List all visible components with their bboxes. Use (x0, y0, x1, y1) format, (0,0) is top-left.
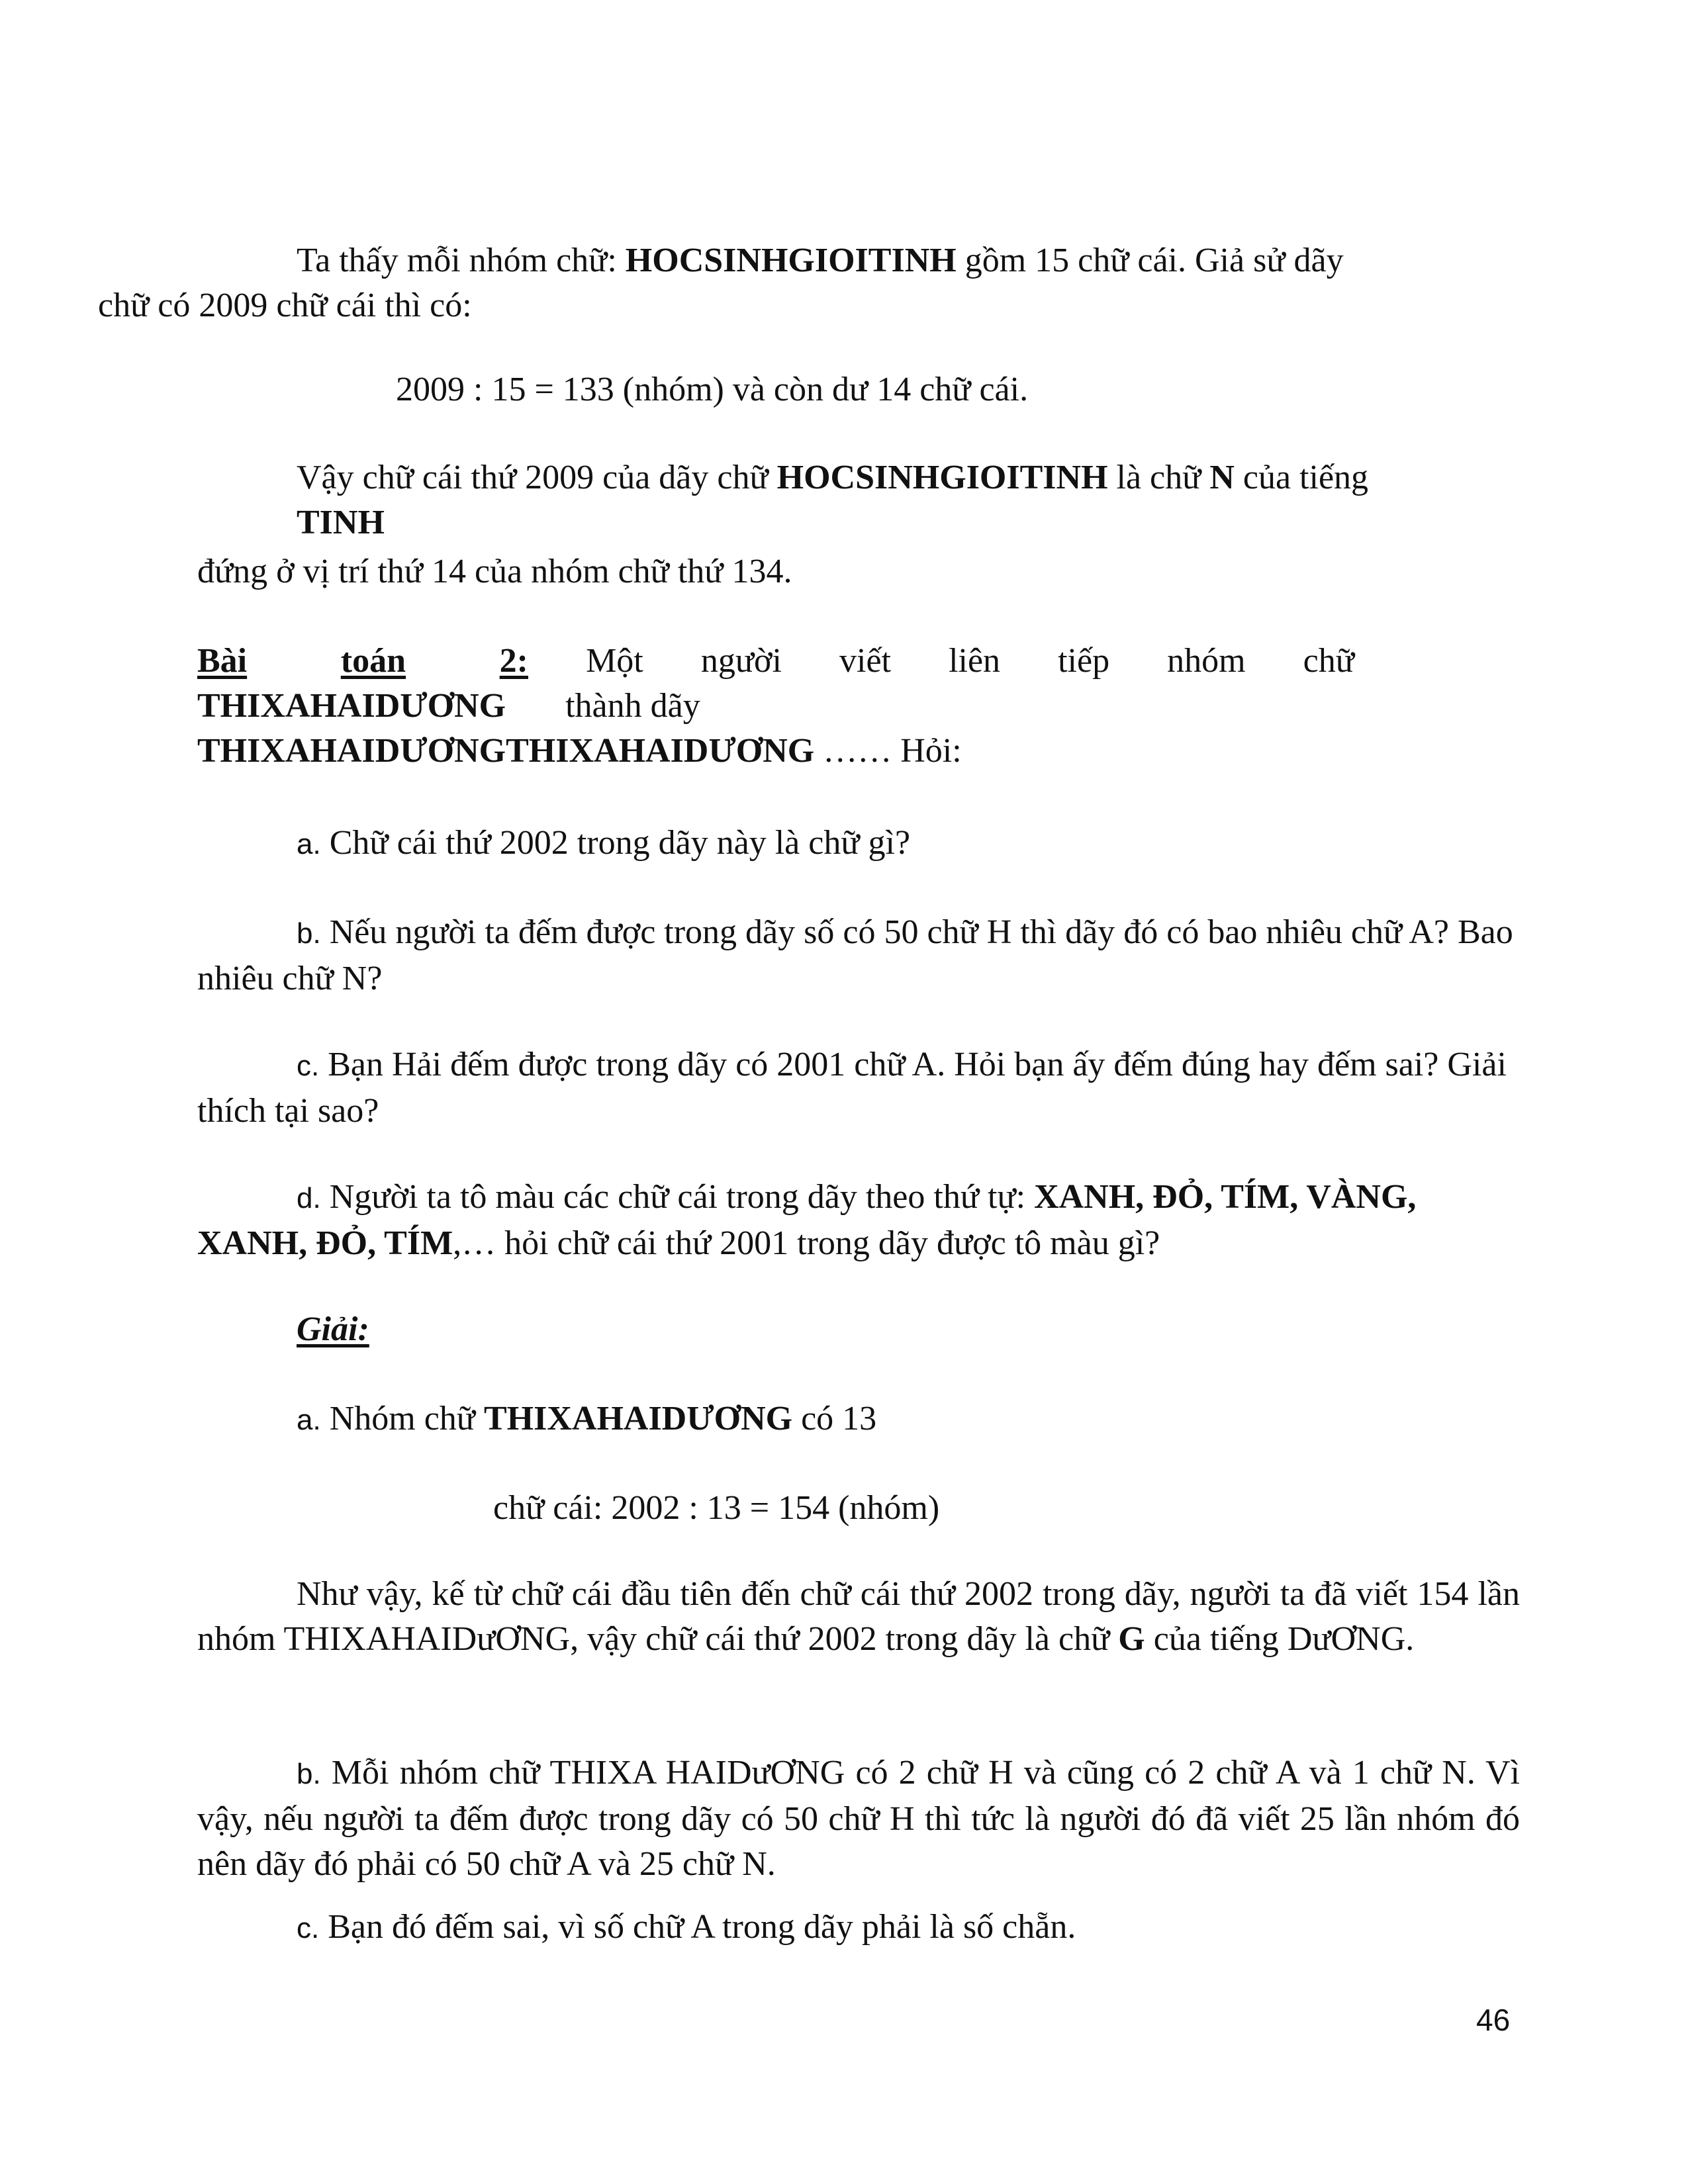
text: Nhóm chữ (320, 1400, 484, 1437)
bold-text: G (1118, 1620, 1145, 1658)
bold-text: HOCSINHGIOITINH (625, 242, 957, 279)
text: Bạn Hải đếm được trong dãy có 2001 chữ A. Hỏi bạn ấy đếm đúng hay đếm sai? Giải thích tại sao? (197, 1046, 1507, 1130)
solution-b (197, 1751, 1520, 1887)
question-d (197, 1175, 1520, 1266)
question-label: a. (297, 828, 321, 860)
calculation-line: 2009 : 15 = 133 (nhóm) và còn dư 14 chữ cái. (396, 371, 1029, 408)
question-b (197, 910, 1520, 1001)
text: Ta thấy mỗi nhóm chữ: (297, 242, 626, 279)
text: viết (839, 642, 891, 680)
heading-word: toán (340, 642, 406, 680)
bold-text: XANH, ĐỎ, TÍM, VÀNG, XANH, ĐỎ, TÍM (197, 1178, 1417, 1262)
bold-text: TINH (297, 504, 385, 541)
text: Một (586, 642, 643, 680)
text: là chữ (1107, 459, 1210, 496)
solution-a-calc: chữ cái: 2002 : 13 = 154 (nhóm) (493, 1489, 940, 1527)
text: người (700, 642, 782, 680)
answer-label: a. (297, 1404, 321, 1436)
text: Người ta tô màu các chữ cái trong dãy theo thứ tự: (320, 1178, 1035, 1216)
paragraph-intro (98, 238, 1520, 328)
bold-text: THIXAHAIDƯƠNG (197, 687, 506, 725)
problem-heading (197, 639, 528, 684)
problem-2-line3 (197, 729, 1520, 774)
question-c (197, 1042, 1520, 1134)
text: nhóm (1167, 642, 1246, 680)
problem-2-line1 (197, 639, 1354, 684)
text: ,… hỏi chữ cái thứ 2001 trong dãy được tô màu gì? (453, 1224, 1160, 1262)
text: thành dãy (565, 687, 700, 725)
text: chữ (1303, 642, 1354, 680)
question-label: c. (297, 1050, 320, 1082)
problem-2-line2 (197, 684, 1520, 729)
solution-c (197, 1905, 1520, 1951)
text: Như vậy, kế từ chữ cái đầu tiên đến chữ cái thứ 2002 trong dãy, người ta đã viết 154 lần nhóm THIXAHAIDưƠNG, vậy chữ cái thứ 2002 trong dãy là chữ (197, 1575, 1520, 1658)
question-label: d. (297, 1182, 321, 1214)
question-label: b. (297, 917, 321, 950)
bold-text: THIXAHAIDƯƠNG (483, 1400, 793, 1437)
bold-text: N (1209, 459, 1235, 496)
text: Bạn đó đếm sai, vì số chữ A trong dãy phải là số chẵn. (319, 1908, 1076, 1946)
answer-label: c. (297, 1912, 320, 1944)
text: liên (949, 642, 1001, 680)
text: chữ có 2009 chữ cái thì có: (98, 287, 472, 324)
question-a (197, 821, 1520, 867)
solution-a (197, 1396, 1520, 1443)
page-number: 46 (1476, 2003, 1511, 2037)
text: Vậy chữ cái thứ 2009 của dãy chữ (297, 459, 777, 496)
text: tiếp (1058, 642, 1110, 680)
text: của tiếng (1234, 459, 1369, 496)
solution-a-explanation (197, 1572, 1520, 1662)
text: Chữ cái thứ 2002 trong dãy này là chữ gì? (320, 824, 911, 862)
problem-2 (197, 639, 1520, 774)
answer-label: b. (297, 1758, 321, 1790)
bold-text: THIXAHAIDƯƠNGTHIXAHAIDƯƠNG (197, 732, 815, 770)
text: Mỗi nhóm chữ THIXA HAIDưƠNG có 2 chữ H và cũng có 2 chữ A và 1 chữ N. Vì vậy, nếu người ta đếm được trong dãy có 50 chữ H thì tức là người đó đã viết 25 lần nhóm đó nên dãy đó phải có 50 chữ A và 25 chữ N. (197, 1754, 1520, 1883)
heading-word: 2: (499, 642, 528, 680)
text: của tiếng DưƠNG. (1145, 1620, 1415, 1658)
text: gồm 15 chữ cái. Giả sử dãy (956, 242, 1344, 279)
paragraph-conclusion (297, 455, 1619, 545)
solution-heading (297, 1307, 1619, 1352)
text: Nếu người ta đếm được trong dãy số có 50 chữ H thì dãy đó có bao nhiêu chữ A? Bao nhiêu chữ N? (197, 913, 1513, 997)
solution-heading-text: Giải: (297, 1310, 369, 1348)
paragraph-conclusion-cont: đứng ở vị trí thứ 14 của nhóm chữ thứ 134. (197, 553, 792, 590)
text: …… Hỏi: (814, 732, 962, 770)
text: có 13 (792, 1400, 877, 1437)
heading-word: Bài (197, 642, 248, 680)
bold-text: HOCSINHGIOITINH (776, 459, 1108, 496)
